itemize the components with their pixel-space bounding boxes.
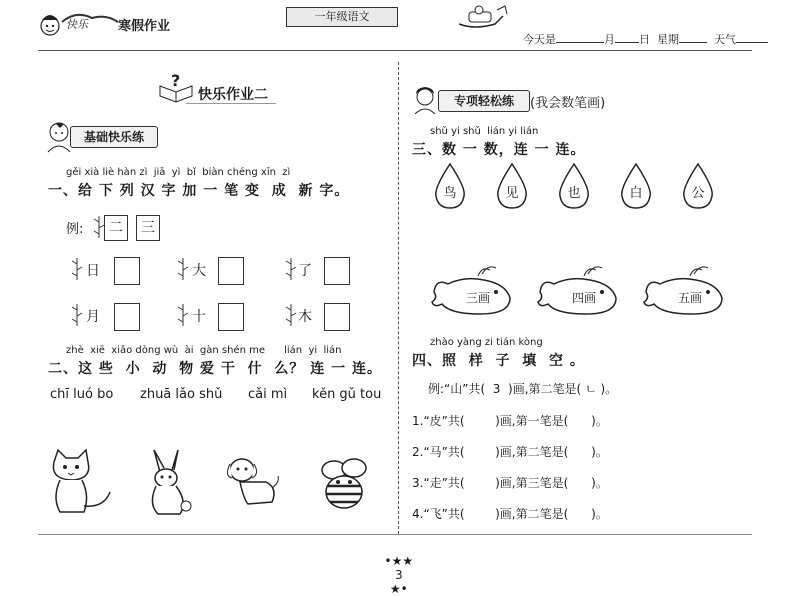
center-divider	[398, 62, 399, 534]
q4-title: 四、照 样 子 填 空 。	[412, 353, 585, 369]
q1-sprig-icon-4	[70, 302, 84, 332]
puppy-drawing	[222, 452, 284, 518]
q1-sprig-icon-6	[284, 302, 298, 332]
rabbit-drawing	[144, 448, 200, 522]
q1-example-char-2: 三	[136, 215, 160, 241]
q4-pinyin: zhào yàng zi tián kòng	[430, 337, 543, 348]
q4-item-4[interactable]: 4.“飞”共( )画,第二笔是( )。	[412, 507, 608, 521]
q4-item-1[interactable]: 1.“皮”共( )画,第一笔是( )。	[412, 414, 608, 428]
q1-answer-box-3[interactable]	[324, 257, 350, 285]
book-question-icon	[158, 72, 194, 104]
header-rule	[38, 50, 752, 51]
q3-title: 三、数 一 数，连 一 连。	[412, 142, 586, 158]
q1-example-char-1: 二	[104, 215, 128, 241]
footer-ornament-right: ★•	[389, 582, 408, 596]
q3-drop-2[interactable]	[494, 162, 530, 210]
q3-drop-char-4: 白	[629, 186, 643, 201]
section-badge-special-label: 专项轻松练	[438, 90, 530, 112]
q4-item-3[interactable]: 3.“走”共( )画,第三笔是( )。	[412, 476, 608, 490]
date-weather-label: 天气	[714, 33, 736, 46]
q3-drop-4[interactable]	[618, 162, 654, 210]
mascot-logo	[36, 4, 120, 44]
q3-drop-char-2: 见	[505, 186, 519, 201]
section-badge-basic-label: 基础快乐练	[70, 126, 158, 148]
date-weather-blank[interactable]	[736, 42, 768, 43]
q2-answer-2: zhuā lǎo shǔ	[140, 387, 223, 402]
date-today-label: 今天是	[523, 33, 556, 46]
q1-answer-box-4[interactable]	[114, 303, 140, 331]
page-title: 快乐作业二	[198, 87, 268, 103]
girl-mascot-icon	[410, 84, 440, 116]
q1-answer-box-2[interactable]	[218, 257, 244, 285]
q2-title: 二、这 些 小 动 物 爱 干 什 么？ 连 一 连。	[48, 361, 382, 377]
q1-sprig-icon-2	[176, 256, 190, 286]
svg-text:快乐: 快乐	[66, 18, 88, 31]
q1-char-2: 大	[192, 263, 206, 279]
q3-drop-1[interactable]	[432, 162, 468, 210]
footer-ornament-left: •★★	[384, 554, 414, 568]
grade-label: 一年级语文	[314, 10, 370, 23]
q1-char-1: 日	[86, 263, 100, 279]
q2-answer-1: chī luó bo	[50, 387, 114, 402]
svg-text:?: ?	[171, 72, 181, 90]
date-month-blank[interactable]	[580, 42, 604, 43]
q2-answer-3: cǎi mì	[248, 387, 288, 402]
q1-char-3: 了	[298, 263, 312, 279]
q1-answer-box-5[interactable]	[218, 303, 244, 331]
q3-whale-label-2: 四画	[572, 291, 597, 305]
q1-sprig-icon-5	[176, 302, 190, 332]
section-badge-special	[410, 84, 532, 116]
q3-drop-char-3: 也	[567, 186, 581, 201]
q1-pinyin: gěi xià liè hàn zì jiā yì bǐ biàn chéng xīn zì	[66, 167, 291, 178]
date-day-label: 日	[639, 33, 650, 46]
page-title-underline	[186, 103, 276, 104]
date-weekday-label: 星期	[657, 33, 679, 46]
cat-drawing	[44, 448, 120, 522]
grade-label-box	[286, 7, 398, 27]
section-badge-basic	[42, 118, 160, 154]
q3-whale-label-3: 五画	[678, 291, 703, 305]
q1-example-label: 例:	[66, 222, 84, 237]
q3-whale-2[interactable]	[536, 264, 622, 320]
q1-sprig-icon-3	[284, 256, 298, 286]
q3-drop-char-5: 公	[691, 186, 705, 201]
q3-drop-char-1: 鸟	[443, 186, 457, 201]
q4-item-2[interactable]: 2.“马”共( )画,第二笔是( )。	[412, 445, 608, 459]
q3-drop-5[interactable]	[680, 162, 716, 210]
q2-pinyin: zhè xiē xiǎo dòng wù ài gàn shén me lián yi lián	[66, 345, 342, 356]
series-title: 寒假作业	[118, 19, 171, 34]
date-today-blank[interactable]	[556, 42, 580, 43]
q1-char-4: 月	[86, 309, 100, 325]
q3-pinyin: shǔ yi shǔ lián yi lián	[430, 126, 539, 137]
section-subtitle: (我会数笔画)	[530, 96, 606, 111]
q4-example: 例:“山”共( 3 )画,第二笔是( ㄴ )。	[428, 382, 618, 396]
q2-answer-4: kěn gǔ tou	[312, 387, 382, 402]
page-number: 3	[395, 568, 403, 582]
q3-whale-3[interactable]	[642, 264, 728, 320]
q1-answer-box-1[interactable]	[114, 257, 140, 285]
q1-char-6: 木	[298, 309, 312, 325]
date-month-label: 月	[604, 33, 615, 46]
date-weekday-blank[interactable]	[679, 42, 707, 43]
footer	[0, 540, 790, 596]
footer-rule	[38, 534, 752, 535]
q1-title: 一、给 下 列 汉 字 加 一 笔 变 成 新 字。	[48, 183, 350, 199]
bee-drawing	[314, 456, 378, 518]
q1-answer-box-6[interactable]	[324, 303, 350, 331]
q3-whale-1[interactable]	[430, 264, 516, 320]
date-fields	[516, 18, 768, 47]
q3-drop-3[interactable]	[556, 162, 592, 210]
date-day-blank[interactable]	[615, 42, 639, 43]
q1-char-5: 十	[192, 309, 206, 325]
q3-whale-label-1: 三画	[466, 291, 491, 305]
sleigh-illustration	[455, 4, 513, 30]
q1-sprig-icon-1	[70, 256, 84, 286]
